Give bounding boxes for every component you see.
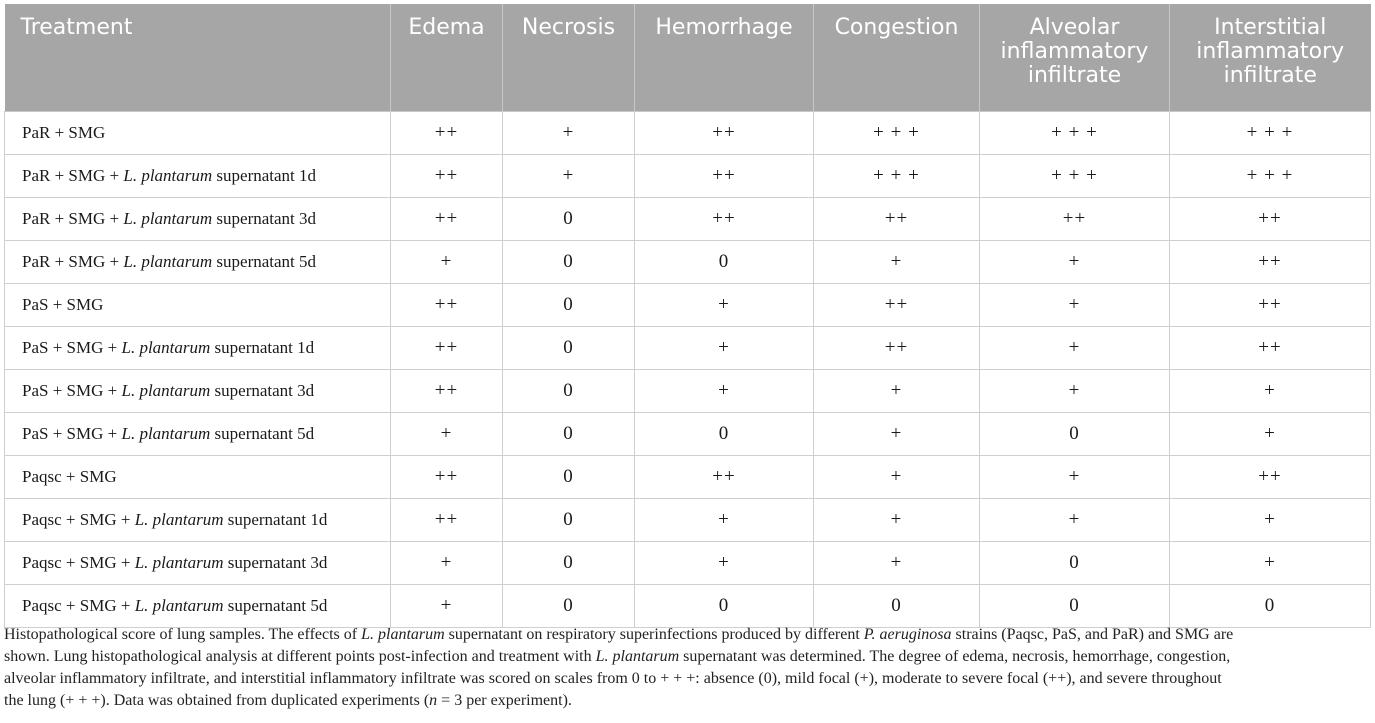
score-cell: + <box>635 370 814 413</box>
score-cell: + + + <box>980 112 1170 155</box>
score-cell: + <box>814 456 980 499</box>
score-cell: ++ <box>814 284 980 327</box>
header-treatment: Treatment <box>5 4 391 112</box>
score-cell: + <box>1170 499 1371 542</box>
table-caption <box>4 624 1370 712</box>
treatment-species: L. plantarum <box>134 510 224 529</box>
score-cell: ++ <box>635 198 814 241</box>
score-cell: + <box>814 241 980 284</box>
header-alveolar-infiltrate <box>980 4 1170 112</box>
caption-text: shown. Lung histopathological analysis at different points post-infection and treatment with <box>4 648 596 665</box>
table-row <box>5 198 1371 241</box>
treatment-prefix: PaR + SMG + <box>22 252 124 271</box>
score-cell: 0 <box>1170 585 1371 628</box>
caption-text: supernatant was determined. The degree of edema, necrosis, hemorrhage, congestion, <box>679 648 1231 665</box>
score-cell: 0 <box>814 585 980 628</box>
treatment-prefix: PaR + SMG <box>22 123 106 142</box>
score-cell: ++ <box>980 198 1170 241</box>
treatment-suffix: supernatant 5d <box>210 424 315 443</box>
score-cell: 0 <box>503 456 635 499</box>
treatment-cell <box>5 499 391 542</box>
header-necrosis: Necrosis <box>503 4 635 112</box>
treatment-suffix: supernatant 3d <box>212 209 317 228</box>
score-cell: ++ <box>391 155 503 198</box>
score-cell: ++ <box>1170 284 1371 327</box>
table-row <box>5 499 1371 542</box>
score-cell: + <box>391 413 503 456</box>
caption-text: = 3 per experiment). <box>437 692 572 709</box>
header-alveolar-line: Alveolar <box>1029 15 1120 40</box>
table-header <box>5 4 1371 112</box>
treatment-species: L. plantarum <box>121 424 211 443</box>
treatment-species: L. plantarum <box>123 166 213 185</box>
table-row <box>5 370 1371 413</box>
score-cell: ++ <box>1170 241 1371 284</box>
score-cell: + <box>980 370 1170 413</box>
treatment-cell <box>5 327 391 370</box>
header-alveolar-line: infiltrate <box>1027 63 1122 88</box>
table-row <box>5 542 1371 585</box>
score-cell: + + + <box>980 155 1170 198</box>
score-cell: + <box>503 155 635 198</box>
caption-line <box>4 690 1370 712</box>
caption-text: strains (Paqsc, PaS, and PaR) and SMG are <box>951 626 1234 643</box>
header-alveolar-line: inflammatory <box>1000 39 1149 64</box>
score-cell: + <box>1170 370 1371 413</box>
score-cell: 0 <box>635 413 814 456</box>
treatment-prefix: Paqsc + SMG + <box>22 553 135 572</box>
table-container <box>4 4 1370 628</box>
treatment-suffix: supernatant 5d <box>223 596 328 615</box>
score-cell: + <box>635 284 814 327</box>
caption-text: Histopathological score of lung samples. The effects of <box>4 626 362 643</box>
score-cell: + + + <box>814 155 980 198</box>
caption-italic-term: L. plantarum <box>595 648 680 665</box>
caption-line <box>4 668 1370 690</box>
score-cell: ++ <box>391 370 503 413</box>
treatment-suffix: supernatant 5d <box>212 252 317 271</box>
score-cell: + <box>980 456 1170 499</box>
caption-italic-term: n <box>429 692 438 709</box>
score-cell: + <box>1170 413 1371 456</box>
treatment-cell <box>5 198 391 241</box>
treatment-prefix: PaS + SMG <box>22 295 104 314</box>
score-cell: ++ <box>391 327 503 370</box>
table-row <box>5 241 1371 284</box>
header-interstitial-line: infiltrate <box>1223 63 1317 88</box>
caption-text: supernatant on respiratory superinfections produced by different <box>444 626 864 643</box>
score-cell: ++ <box>635 112 814 155</box>
score-cell: 0 <box>980 413 1170 456</box>
treatment-suffix: supernatant 1d <box>212 166 317 185</box>
score-cell: + <box>814 413 980 456</box>
treatment-species: L. plantarum <box>134 596 224 615</box>
treatment-cell <box>5 413 391 456</box>
score-cell: 0 <box>503 542 635 585</box>
treatment-prefix: PaS + SMG + <box>22 381 122 400</box>
score-cell: 0 <box>503 198 635 241</box>
score-cell: + <box>635 499 814 542</box>
score-cell: 0 <box>503 284 635 327</box>
treatment-suffix: supernatant 1d <box>210 338 315 357</box>
score-cell: + <box>980 241 1170 284</box>
treatment-species: L. plantarum <box>134 553 224 572</box>
score-cell: + + + <box>1170 155 1371 198</box>
treatment-cell <box>5 585 391 628</box>
table-row <box>5 456 1371 499</box>
treatment-suffix: supernatant 1d <box>223 510 328 529</box>
score-cell: + <box>391 585 503 628</box>
score-cell: + + + <box>1170 112 1371 155</box>
score-cell: + <box>814 370 980 413</box>
score-cell: ++ <box>1170 327 1371 370</box>
treatment-prefix: Paqsc + SMG + <box>22 596 135 615</box>
header-row <box>5 4 1371 112</box>
header-interstitial-line: Interstitial <box>1214 15 1327 40</box>
score-cell: 0 <box>635 585 814 628</box>
table-row <box>5 327 1371 370</box>
score-cell: + <box>503 112 635 155</box>
score-cell: ++ <box>391 112 503 155</box>
score-cell: 0 <box>503 413 635 456</box>
table-row <box>5 112 1371 155</box>
score-cell: ++ <box>391 499 503 542</box>
treatment-prefix: PaS + SMG + <box>22 338 122 357</box>
score-cell: + <box>635 542 814 585</box>
treatment-species: L. plantarum <box>121 381 211 400</box>
treatment-species: L. plantarum <box>123 209 213 228</box>
caption-text: the lung (+ + +). Data was obtained from duplicated experiments ( <box>4 692 430 709</box>
treatment-cell <box>5 241 391 284</box>
treatment-cell <box>5 542 391 585</box>
caption-italic-term: L. plantarum <box>361 626 445 643</box>
score-cell: + <box>1170 542 1371 585</box>
caption-italic-term: P. aeruginosa <box>863 626 952 643</box>
treatment-species: L. plantarum <box>123 252 213 271</box>
caption-text: alveolar inflammatory infiltrate, and interstitial inflammatory infiltrate was scored on scales from 0 to + + +: absence (0), mild focal (+), moderate to severe focal (++), and severe throughout <box>4 670 1222 687</box>
score-cell: + <box>980 499 1170 542</box>
score-cell: ++ <box>635 456 814 499</box>
table-body <box>5 112 1371 628</box>
table-row <box>5 284 1371 327</box>
score-cell: + <box>980 284 1170 327</box>
treatment-suffix: supernatant 3d <box>223 553 328 572</box>
treatment-cell <box>5 370 391 413</box>
score-cell: ++ <box>391 198 503 241</box>
score-cell: ++ <box>391 284 503 327</box>
score-cell: ++ <box>1170 456 1371 499</box>
table-row <box>5 413 1371 456</box>
caption-line <box>4 646 1370 668</box>
score-cell: ++ <box>1170 198 1371 241</box>
score-cell: 0 <box>503 241 635 284</box>
treatment-suffix: supernatant 3d <box>210 381 315 400</box>
score-cell: 0 <box>503 585 635 628</box>
score-cell: 0 <box>635 241 814 284</box>
treatment-cell <box>5 155 391 198</box>
score-cell: + <box>980 327 1170 370</box>
treatment-cell <box>5 112 391 155</box>
score-cell: 0 <box>980 542 1170 585</box>
treatment-prefix: PaR + SMG + <box>22 166 124 185</box>
score-cell: + + + <box>814 112 980 155</box>
score-cell: + <box>391 542 503 585</box>
score-cell: 0 <box>503 499 635 542</box>
header-interstitial-line: inflammatory <box>1196 39 1345 64</box>
score-cell: + <box>391 241 503 284</box>
treatment-species: L. plantarum <box>121 338 211 357</box>
score-cell: 0 <box>503 327 635 370</box>
table-row <box>5 155 1371 198</box>
header-interstitial-infiltrate <box>1170 4 1371 112</box>
header-congestion: Congestion <box>814 4 980 112</box>
score-cell: 0 <box>503 370 635 413</box>
score-cell: + <box>814 499 980 542</box>
treatment-prefix: PaR + SMG + <box>22 209 124 228</box>
treatment-prefix: Paqsc + SMG <box>22 467 117 486</box>
treatment-cell <box>5 456 391 499</box>
header-edema: Edema <box>391 4 503 112</box>
histopathology-table <box>4 4 1371 628</box>
treatment-prefix: Paqsc + SMG + <box>22 510 135 529</box>
score-cell: 0 <box>980 585 1170 628</box>
score-cell: ++ <box>814 327 980 370</box>
score-cell: ++ <box>635 155 814 198</box>
score-cell: + <box>635 327 814 370</box>
treatment-prefix: PaS + SMG + <box>22 424 122 443</box>
header-hemorrhage: Hemorrhage <box>635 4 814 112</box>
score-cell: ++ <box>814 198 980 241</box>
caption-line <box>4 624 1370 646</box>
score-cell: ++ <box>391 456 503 499</box>
score-cell: + <box>814 542 980 585</box>
treatment-cell <box>5 284 391 327</box>
table-row <box>5 585 1371 628</box>
